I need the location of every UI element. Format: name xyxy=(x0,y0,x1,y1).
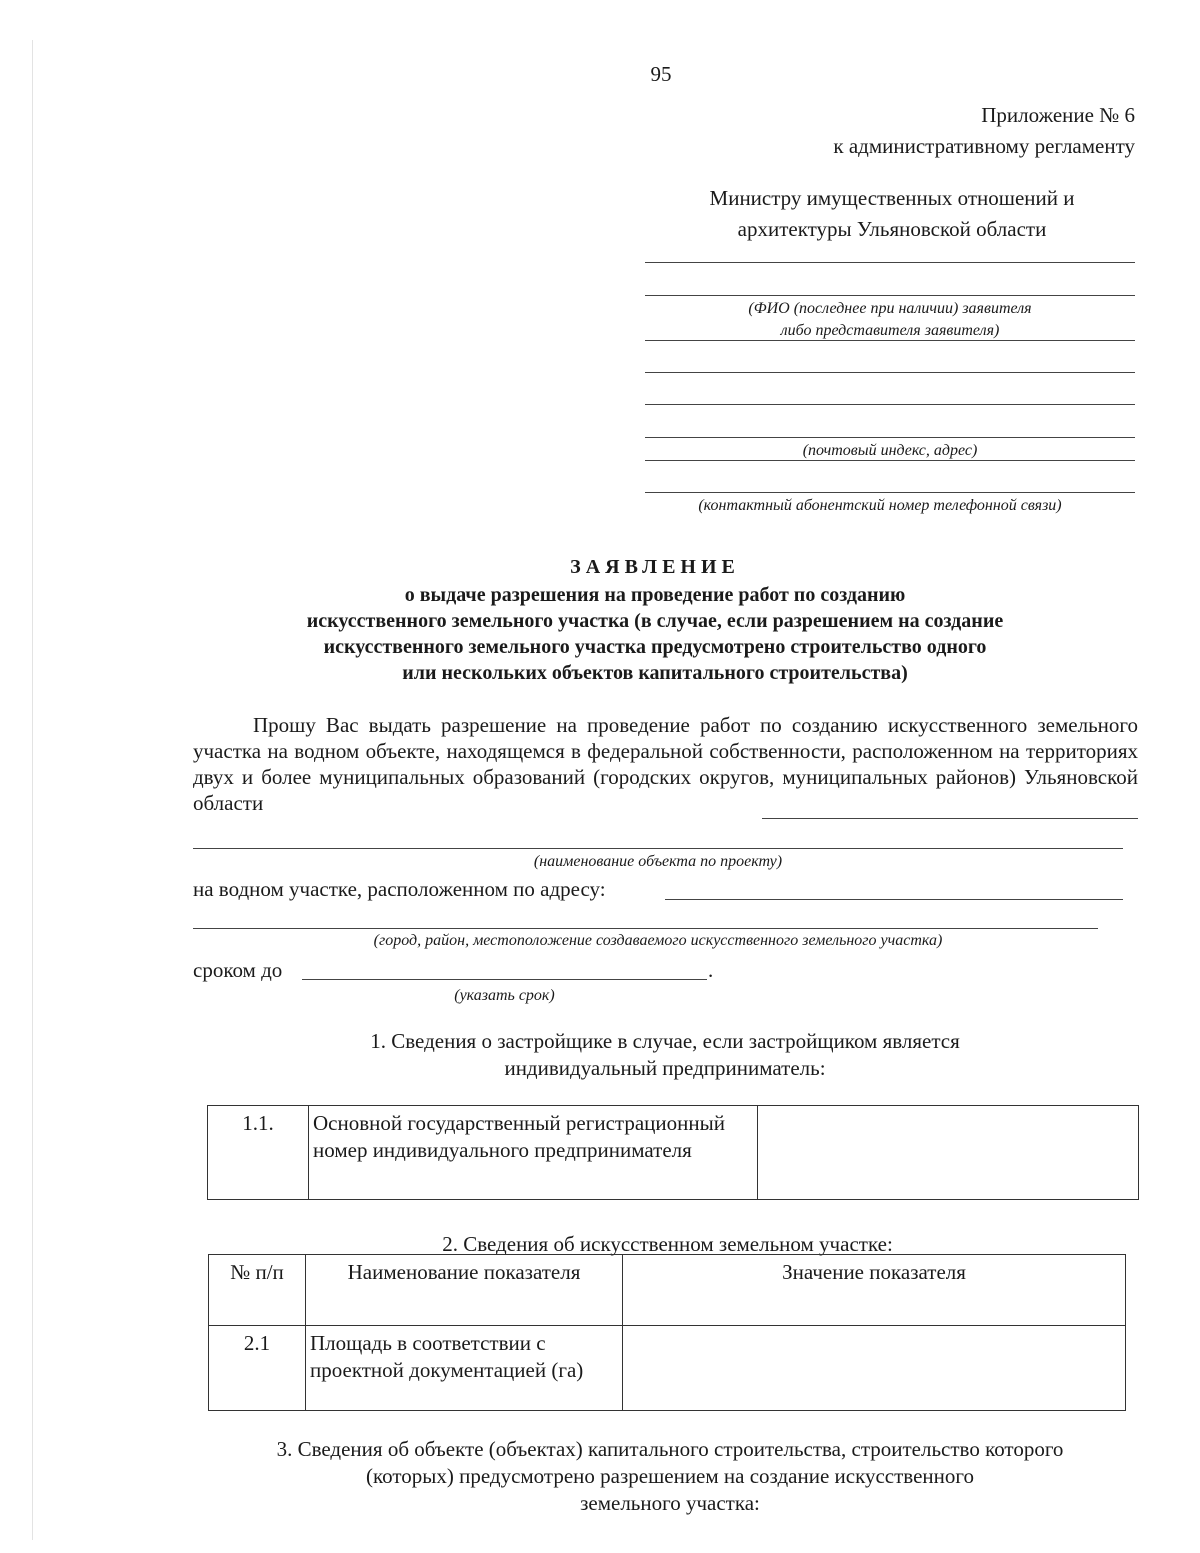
request-text: Прошу Вас выдать разрешение на проведение работ по созданию искусственного земельного участка на водном объекте, находящемся в федеральной собственности, расположенном на территориях двух и более муниципальных образований (городских округов, муниципальных районов) Ульяновской области xyxy=(193,713,1138,815)
title-line-4: или нескольких объектов капитального строительства) xyxy=(402,662,908,684)
applicant-extra-line-1[interactable] xyxy=(645,340,1135,341)
object-name-field-2[interactable] xyxy=(193,848,1123,849)
table-row xyxy=(208,1106,1139,1200)
fio-caption xyxy=(645,298,1135,342)
appendix-line-1: Приложение № 6 xyxy=(981,103,1135,127)
ogrnip-value-cell[interactable] xyxy=(758,1106,1139,1200)
phone-line-2[interactable] xyxy=(645,492,1135,493)
appendix-label xyxy=(833,100,1135,162)
title-line-1: о выдаче разрешения на проведение работ по созданию xyxy=(404,584,906,606)
title-line-2: искусственного земельного участка (в случае, если разрешением на создание xyxy=(306,610,1004,632)
section-2-heading: 2. Сведения об искусственном земельном участке: xyxy=(442,1232,893,1256)
addressee-line-2: архитектуры Ульяновской области xyxy=(737,217,1047,241)
title-word: ЗАЯВЛЕНИЕ xyxy=(570,556,740,578)
section-1-heading-line-1: 1. Сведения о застройщике в случае, если застройщиком является xyxy=(370,1029,960,1053)
postal-caption: (почтовый индекс, адрес) xyxy=(802,442,978,459)
fio-caption-line-2: либо представителя заявителя) xyxy=(780,322,1000,339)
object-name-caption: (наименование объекта по проекту) xyxy=(533,853,783,870)
section-1-heading xyxy=(250,1028,1080,1082)
row-label-cell: Основной государственный регистрационный номер индивидуального предпринимателя xyxy=(309,1106,758,1200)
document-title xyxy=(150,554,1160,686)
request-paragraph xyxy=(193,712,1138,816)
page-number: 95 xyxy=(650,62,672,86)
row-number-cell: 1.1. xyxy=(208,1106,309,1200)
applicant-name-line-2[interactable] xyxy=(645,295,1135,296)
header-name: Наименование показателя xyxy=(306,1255,623,1326)
section-1-table xyxy=(207,1105,1139,1200)
section-3-heading-line-3: земельного участка: xyxy=(580,1491,760,1515)
term-period: . xyxy=(708,958,714,982)
location-caption: (город, район, местоположение создаваемого искусственного земельного участка) xyxy=(373,932,943,949)
scan-margin-line xyxy=(32,40,33,1540)
section-2-table xyxy=(208,1254,1126,1411)
header-value: Значение показателя xyxy=(623,1255,1126,1326)
term-caption: (указать срок) xyxy=(454,987,555,1004)
table-header-row xyxy=(209,1255,1126,1326)
address-label: на водном участке, расположенном по адресу: xyxy=(193,877,606,901)
title-line-3: искусственного земельного участка предусмотрено строительство одного xyxy=(323,636,987,658)
phone-line-1[interactable] xyxy=(645,460,1135,461)
term-field[interactable] xyxy=(302,979,707,980)
section-3-heading xyxy=(190,1436,1150,1517)
section-3-heading-line-2: (которых) предусмотрено разрешением на создание искусственного xyxy=(366,1464,974,1488)
row-label-cell: Площадь в соответствии с проектной документацией (га) xyxy=(306,1326,623,1411)
term-label: сроком до xyxy=(193,958,283,982)
section-3-heading-line-1: 3. Сведения об объекте (объектах) капитального строительства, строительство которого xyxy=(276,1437,1064,1461)
applicant-name-line-1[interactable] xyxy=(645,262,1135,263)
postal-address-line-2[interactable] xyxy=(645,404,1135,405)
row-number-cell: 2.1 xyxy=(209,1326,306,1411)
addressee-block xyxy=(648,183,1136,245)
area-value-cell[interactable] xyxy=(623,1326,1126,1411)
addressee-line-1: Министру имущественных отношений и xyxy=(709,186,1075,210)
table-row xyxy=(209,1326,1126,1411)
object-name-field-1[interactable] xyxy=(762,818,1138,819)
header-num: № п/п xyxy=(209,1255,306,1326)
section-1-heading-line-2: индивидуальный предприниматель: xyxy=(504,1056,826,1080)
address-field-1[interactable] xyxy=(665,899,1123,900)
postal-address-line-1[interactable] xyxy=(645,372,1135,373)
postal-address-line-3[interactable] xyxy=(645,437,1135,438)
appendix-line-2: к административному регламенту xyxy=(833,134,1135,158)
fio-caption-line-1: (ФИО (последнее при наличии) заявителя xyxy=(748,300,1032,317)
phone-caption: (контактный абонентский номер телефонной связи) xyxy=(698,497,1062,514)
address-field-2[interactable] xyxy=(193,928,1098,929)
